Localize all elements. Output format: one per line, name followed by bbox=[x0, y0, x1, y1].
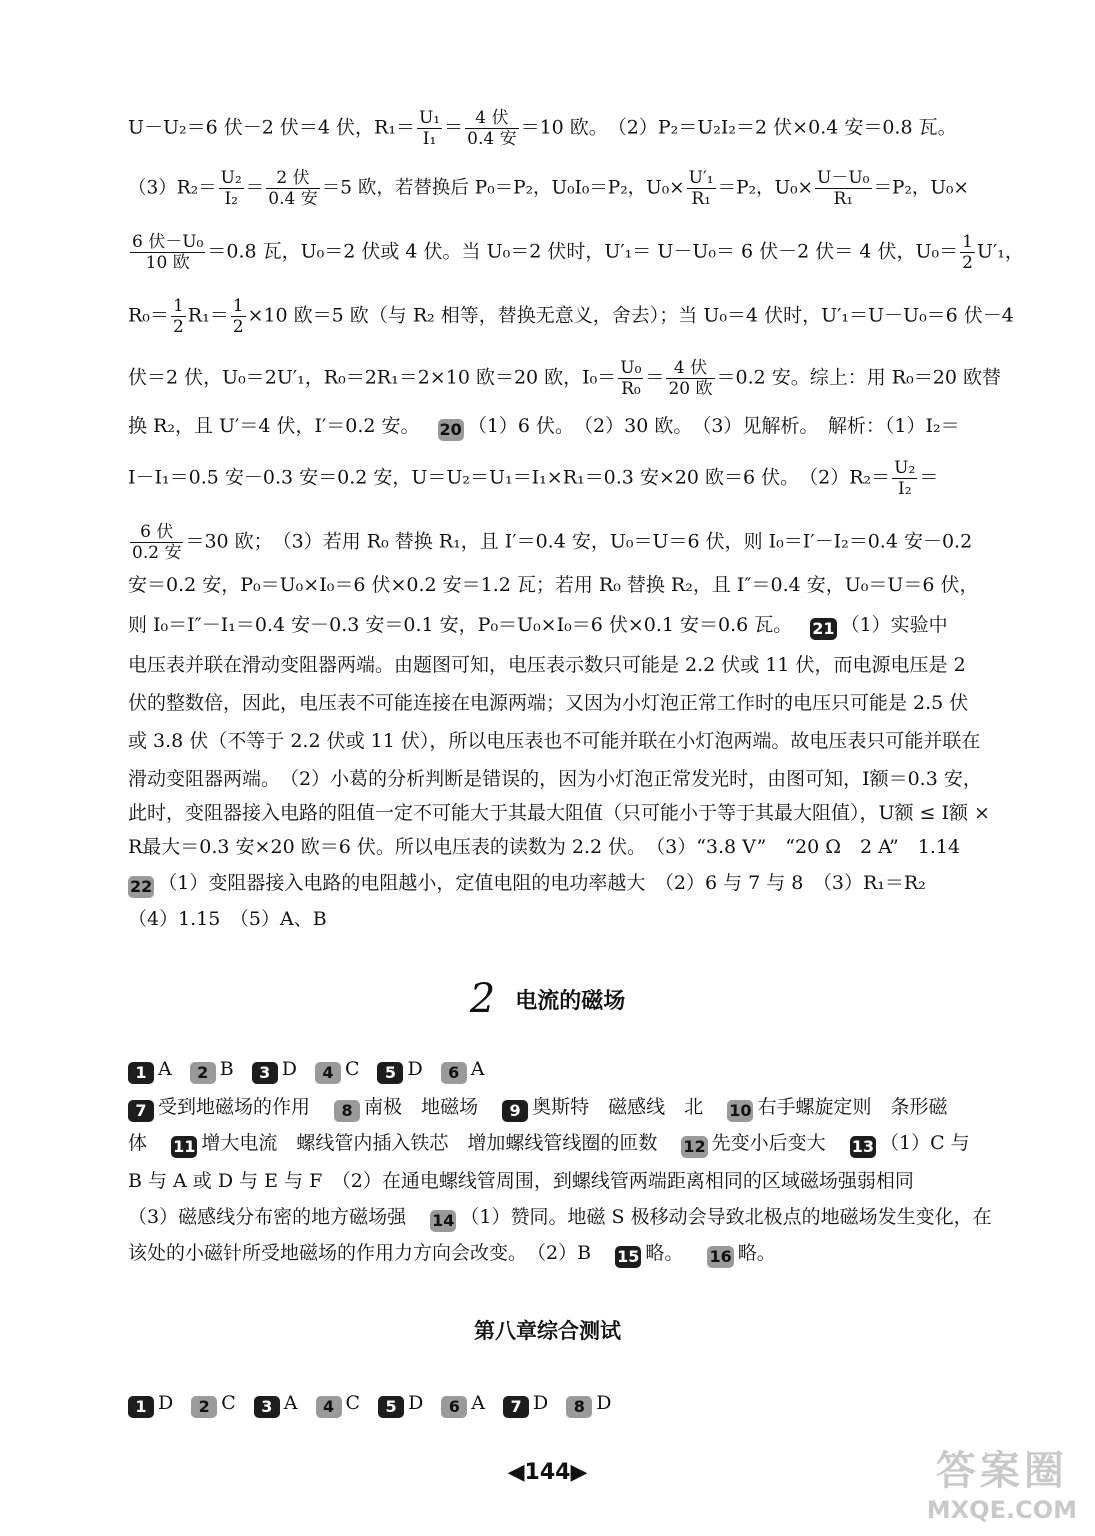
left-arrow-icon: ◀ bbox=[507, 1460, 525, 1485]
section2-line-2: 体 11 增大电流 螺线管内插入铁芯 增加螺线管线圈的匝数 12 先变小后变大 13 （1）C 与 bbox=[128, 1132, 970, 1156]
question-number-badge: 6 bbox=[441, 1396, 467, 1418]
answer-line-2: （3）R₂＝ $\frac{\text{U₂}}{\text{I₂}}$ ＝ $\frac{\text{2 伏}}{\text{0.4 安}}$ ＝5 欧，若替换后 P₀＝P₂，U₀I₀＝P₂，U₀× $\frac{\text{U′₁}}{\text{R₁}}$ ＝P₂，U₀× $\frac{\text{U－U₀}}{\text{R₁}}$ ＝P₂，U₀× bbox=[128, 168, 969, 209]
section-heading: 电流的磁场 bbox=[515, 989, 626, 1014]
fraction: $\frac{\text{4 伏}}{\text{20 欧}}$ bbox=[668, 358, 713, 399]
question-number-badge: 5 bbox=[378, 1396, 404, 1418]
fraction: $\frac{\text{6 伏}}{\text{0.2 安}}$ bbox=[132, 522, 182, 563]
page-number: ◀144▶ bbox=[507, 1460, 588, 1485]
question-number-badge: 22 bbox=[130, 877, 153, 896]
fraction: $\frac{\text{6 伏－U₀}}{\text{10 欧}}$ bbox=[132, 232, 204, 273]
question-number-badge: 10 bbox=[729, 1101, 752, 1120]
answer-choice: D bbox=[158, 1392, 174, 1414]
question-number-badge: 13 bbox=[851, 1137, 874, 1156]
question-number-badge: 15 bbox=[617, 1247, 640, 1266]
fraction: $\frac{1}{2}$ bbox=[962, 232, 973, 273]
question-number-badge: 12 bbox=[683, 1137, 706, 1156]
question-number-badge: 2 bbox=[191, 1396, 217, 1418]
question-number-badge: 3 bbox=[254, 1396, 280, 1418]
question-number-badge: 3 bbox=[252, 1062, 278, 1084]
question-number-badge: 20 bbox=[439, 420, 462, 439]
answer-line-1: U－U₂＝6 伏－2 伏＝4 伏，R₁＝ $\frac{\text{U₁}}{\text{I₁}}$ ＝ $\frac{\text{4 伏}}{\text{0.4 安}}$ ＝10 欧。 （2）P₂＝U₂I₂＝2 伏×0.4 安＝0.8 瓦。 bbox=[128, 108, 957, 149]
chapter-test-title: 第八章综合测试 bbox=[474, 1319, 621, 1343]
question-number-badge: 9 bbox=[502, 1100, 528, 1122]
answer-line-12: 伏的整数倍，因此，电压表不可能连接在电源两端；又因为小灯泡正常工作时的电压只可能是 2.5 伏 bbox=[128, 692, 969, 714]
answer-choice: B bbox=[219, 1058, 234, 1080]
question-number-badge: 11 bbox=[173, 1137, 196, 1156]
answer-choice: D bbox=[407, 1058, 423, 1080]
question-number-badge: 1 bbox=[128, 1396, 154, 1418]
answer-line-17: 22 （1）变阻器接入电路的电阻越小，定值电阻的电功率越大 （2）6 与 7 与 8 （3）R₁＝R₂ bbox=[130, 872, 926, 896]
section2-line-5: 该处的小磁针所受地磁场的作用力方向会改变。 （2）B 15 略。 16 略。 bbox=[128, 1242, 776, 1266]
answer-choice: A bbox=[158, 1058, 172, 1080]
question-number-badge: 4 bbox=[316, 1396, 342, 1418]
fraction: $\frac{\text{U₁}}{\text{I₁}}$ bbox=[418, 108, 441, 149]
answer-line-3: $\frac{\text{6 伏－U₀}}{\text{10 欧}}$ ＝0.8 瓦，U₀＝2 伏或 4 伏。当 U₀＝2 伏时，U′₁＝ U－U₀＝ 6 伏－2 伏＝ 4 伏，U₀＝ $\frac{1}{2}$ U′₁， bbox=[132, 232, 1024, 273]
answer-line-10: 则 I₀＝I″－I₁＝0.4 安－0.3 安＝0.1 安，P₀＝U₀×I₀＝6 伏×0.1 安＝0.6 瓦。 21 （1）实验中 bbox=[128, 614, 948, 638]
chapter8-answer-row bbox=[128, 1390, 630, 1418]
question-number-badge: 8 bbox=[334, 1100, 360, 1122]
answer-choice: D bbox=[533, 1392, 549, 1414]
fraction: $\frac{\text{4 伏}}{\text{0.4 安}}$ bbox=[467, 108, 517, 149]
fraction: $\frac{1}{2}$ bbox=[172, 296, 184, 337]
answer-line-5: 伏＝2 伏，U₀＝2U′₁，R₀＝2R₁＝2×10 欧＝20 欧，I₀＝ $\frac{\text{U₀}}{\text{R₀}}$ ＝ $\frac{\text{4 伏}}{\text{20 欧}}$ ＝0.2 安。综上：用 R₀＝20 欧替 bbox=[128, 358, 1001, 399]
answer-row-1-6 bbox=[128, 1056, 502, 1084]
answer-choice: D bbox=[596, 1392, 612, 1414]
section2-line-1: 7 受到地磁场的作用 8 南极 地磁场 9 奥斯特 磁感线 北 10 右手螺旋定则 条形磁 bbox=[128, 1094, 947, 1122]
answer-choice: A bbox=[470, 1058, 485, 1080]
answer-line-16: R最大＝0.3 安×20 欧＝6 伏。所以电压表的读数为 2.2 伏。 （3）“3.8 V” “20 Ω 2 A” 1.14 bbox=[128, 836, 961, 858]
answer-line-18: （4）1.15 （5）A、B bbox=[128, 908, 327, 930]
question-number-badge: 7 bbox=[503, 1396, 529, 1418]
question-number-badge: 2 bbox=[190, 1062, 216, 1084]
question-number-badge: 1 bbox=[128, 1062, 154, 1084]
answer-choice: A bbox=[283, 1392, 298, 1414]
question-number-badge: 6 bbox=[441, 1062, 467, 1084]
fraction: $\frac{\text{U－U₀}}{\text{R₁}}$ bbox=[817, 168, 870, 209]
answer-line-7: I－I₁＝0.5 安－0.3 安＝0.2 安，U＝U₂＝U₁＝I₁×R₁＝0.3 安×20 欧＝6 伏。 （2）R₂＝ $\frac{\text{U₂}}{\text{I₂}}$ ＝ bbox=[128, 458, 939, 499]
answer-line-6: 换 R₂，且 U′＝4 伏，I′＝0.2 安。 20 （1）6 伏。 （2）30 欧。 （3）见解析。 解析：（1）I₂＝ bbox=[128, 415, 960, 439]
fraction: $\frac{\text{U′₁}}{\text{R₁}}$ bbox=[688, 168, 714, 209]
answer-line-13: 或 3.8 伏（不等于 2.2 伏或 11 伏），所以电压表也不可能并联在小灯泡两端。故电压表只可能并联在 bbox=[128, 730, 981, 752]
answer-line-15: 此时，变阻器接入电路的阻值一定不可能大于其最大阻值（只可能小于等于其最大阻值），U额 ≤ I额 × bbox=[128, 802, 990, 824]
section2-line-3: B 与 A 或 D 与 E 与 F （2）在通电螺线管周围，到螺线管两端距离相同的区域磁场强弱相同 bbox=[128, 1170, 914, 1192]
answer-choice: D bbox=[281, 1058, 297, 1080]
right-arrow-icon: ▶ bbox=[570, 1460, 588, 1485]
fraction: $\frac{\text{U₀}}{\text{R₀}}$ bbox=[620, 358, 642, 399]
question-number-badge: 4 bbox=[315, 1062, 341, 1084]
answer-choice: A bbox=[471, 1392, 486, 1414]
answer-choice: C bbox=[221, 1392, 236, 1414]
answer-line-8: $\frac{\text{6 伏}}{\text{0.2 安}}$ ＝30 欧； （3）若用 R₀ 替换 R₁，且 I′＝0.4 安，U₀＝U＝6 伏，则 I₀＝I′－I₂＝0.4 安－0.2 bbox=[132, 522, 973, 563]
answer-line-11: 电压表并联在滑动变阻器两端。由题图可知，电压表示数只可能是 2.2 伏或 11 伏，而电源电压是 2 bbox=[128, 654, 966, 676]
question-number-badge: 7 bbox=[128, 1100, 154, 1122]
fraction: $\frac{\text{2 伏}}{\text{0.4 安}}$ bbox=[268, 168, 318, 209]
question-number-badge: 16 bbox=[709, 1247, 732, 1266]
question-number-badge: 21 bbox=[812, 619, 835, 638]
question-number-badge: 14 bbox=[432, 1211, 455, 1230]
fraction: $\frac{\text{U₂}}{\text{I₂}}$ bbox=[894, 458, 916, 499]
question-number-badge: 8 bbox=[566, 1396, 592, 1418]
fraction: $\frac{1}{2}$ bbox=[232, 296, 244, 337]
answer-choice: C bbox=[345, 1392, 361, 1414]
answer-choice: D bbox=[408, 1392, 424, 1414]
section-title bbox=[0, 976, 1095, 1022]
answer-choice: C bbox=[344, 1058, 360, 1080]
answer-line-4: R₀＝ $\frac{1}{2}$ R₁＝ $\frac{1}{2}$ ×10 欧＝5 欧（与 R₂ 相等，替换无意义，舍去）；当 U₀＝4 伏时，U′₁＝U－U₀＝6 伏－4 bbox=[128, 296, 1014, 337]
section-number: 2 bbox=[469, 976, 496, 1022]
watermark-logo: 答案圈 MXQE.COM bbox=[926, 1448, 1077, 1524]
question-number-badge: 5 bbox=[377, 1062, 403, 1084]
answer-line-9: 安＝0.2 安，P₀＝U₀×I₀＝6 伏×0.2 安＝1.2 瓦；若用 R₀ 替换 R₂，且 I″＝0.4 安，U₀＝U＝6 伏， bbox=[128, 574, 979, 596]
fraction: $\frac{\text{U₂}}{\text{I₂}}$ bbox=[220, 168, 242, 209]
answer-line-14: 滑动变阻器两端。 （2）小葛的分析判断是错误的，因为小灯泡正常发光时，由图可知，I额＝0.3 安， bbox=[128, 768, 982, 790]
section2-line-4: （3）磁感线分布密的地方磁场强 14 （1）赞同。地磁 S 极移动会导致北极点的地磁场发生变化，在 bbox=[128, 1206, 992, 1230]
